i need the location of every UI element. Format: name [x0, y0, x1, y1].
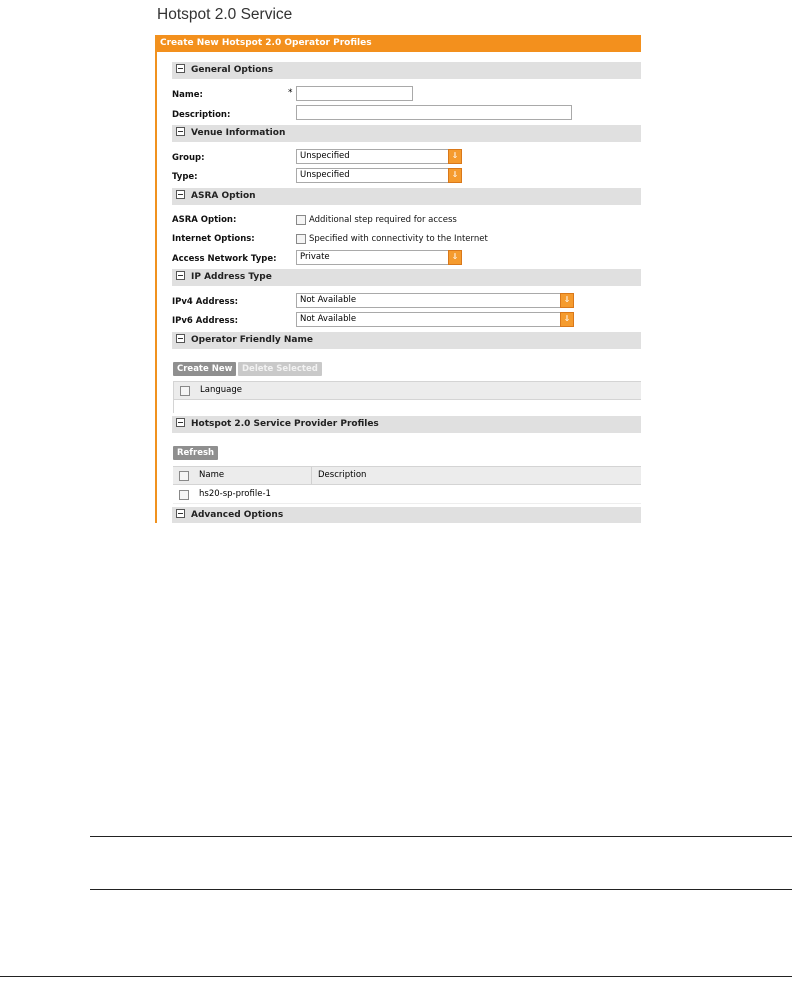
collapse-icon[interactable] — [176, 271, 185, 280]
asra-checkbox-label: Additional step required for access — [309, 215, 457, 225]
chevron-down-icon[interactable]: ⇓ — [448, 250, 462, 265]
type-label: Type: — [172, 172, 198, 182]
divider-line — [90, 836, 792, 837]
section-label: Advanced Options — [191, 510, 284, 520]
ipv6-address-label: IPv6 Address: — [172, 316, 239, 326]
ipv4-address-label: IPv4 Address: — [172, 297, 239, 307]
collapse-icon[interactable] — [176, 127, 185, 136]
ipv6-address-value: Not Available — [300, 314, 357, 324]
ipv6-address-select[interactable] — [296, 312, 574, 327]
type-select-value: Unspecified — [300, 170, 350, 180]
name-label: Name: — [172, 90, 203, 100]
internet-options-label: Internet Options: — [172, 234, 255, 244]
select-all-checkbox[interactable] — [180, 386, 190, 396]
section-ip-address-type[interactable] — [172, 269, 641, 286]
access-network-type-value: Private — [300, 252, 330, 262]
asra-checkbox[interactable] — [296, 215, 306, 225]
ipv4-address-select[interactable] — [296, 293, 574, 308]
delete-selected-button[interactable]: Delete Selected — [238, 362, 322, 376]
section-label: IP Address Type — [191, 272, 272, 282]
group-select-value: Unspecified — [300, 151, 350, 161]
section-label: Operator Friendly Name — [191, 335, 313, 345]
chevron-down-icon[interactable]: ⇓ — [560, 312, 574, 327]
section-operator-friendly-name[interactable] — [172, 332, 641, 349]
access-network-type-select[interactable] — [296, 250, 462, 265]
section-service-provider-profiles[interactable] — [172, 416, 641, 433]
section-label: ASRA Option — [191, 191, 256, 201]
chevron-down-icon[interactable]: ⇓ — [448, 168, 462, 183]
type-select[interactable] — [296, 168, 462, 183]
description-label: Description: — [172, 110, 231, 120]
access-network-type-label: Access Network Type: — [172, 254, 277, 264]
grid-header — [173, 466, 641, 485]
group-label: Group: — [172, 153, 205, 163]
description-input[interactable] — [296, 105, 572, 120]
row-name: hs20-sp-profile-1 — [199, 489, 271, 499]
section-label: General Options — [191, 65, 274, 75]
table-row[interactable] — [173, 485, 641, 504]
column-divider — [311, 467, 312, 484]
section-asra-option[interactable] — [172, 188, 641, 205]
section-label: Hotspot 2.0 Service Provider Profiles — [191, 419, 379, 429]
group-select[interactable] — [296, 149, 462, 164]
internet-checkbox-label: Specified with connectivity to the Internet — [309, 234, 488, 244]
create-new-button[interactable]: Create New — [173, 362, 236, 376]
section-label: Venue Information — [191, 128, 286, 138]
divider-line — [90, 889, 792, 890]
refresh-button[interactable]: Refresh — [173, 446, 218, 460]
collapse-icon[interactable] — [176, 418, 185, 427]
section-general-options[interactable] — [172, 62, 641, 79]
collapse-icon[interactable] — [176, 64, 185, 73]
footer-divider — [0, 976, 792, 977]
chevron-down-icon[interactable]: ⇓ — [448, 149, 462, 164]
name-input[interactable] — [296, 86, 413, 101]
operator-profile-panel — [155, 35, 641, 523]
asra-option-label: ASRA Option: — [172, 215, 237, 225]
provider-grid — [173, 466, 641, 506]
section-advanced-options[interactable] — [172, 507, 641, 523]
chevron-down-icon[interactable]: ⇓ — [560, 293, 574, 308]
operator-name-grid — [173, 381, 641, 413]
ipv4-address-value: Not Available — [300, 295, 357, 305]
collapse-icon[interactable] — [176, 509, 185, 518]
select-all-checkbox[interactable] — [179, 471, 189, 481]
page-title: Hotspot 2.0 Service — [157, 6, 293, 23]
required-marker: * — [288, 88, 293, 98]
internet-checkbox[interactable] — [296, 234, 306, 244]
column-description[interactable]: Description — [318, 470, 367, 480]
row-checkbox[interactable] — [179, 490, 189, 500]
grid-header — [174, 381, 641, 400]
collapse-icon[interactable] — [176, 334, 185, 343]
collapse-icon[interactable] — [176, 190, 185, 199]
panel-header: Create New Hotspot 2.0 Operator Profiles — [157, 35, 641, 52]
column-language[interactable]: Language — [200, 385, 242, 395]
column-name[interactable]: Name — [199, 470, 225, 480]
section-venue-information[interactable] — [172, 125, 641, 142]
